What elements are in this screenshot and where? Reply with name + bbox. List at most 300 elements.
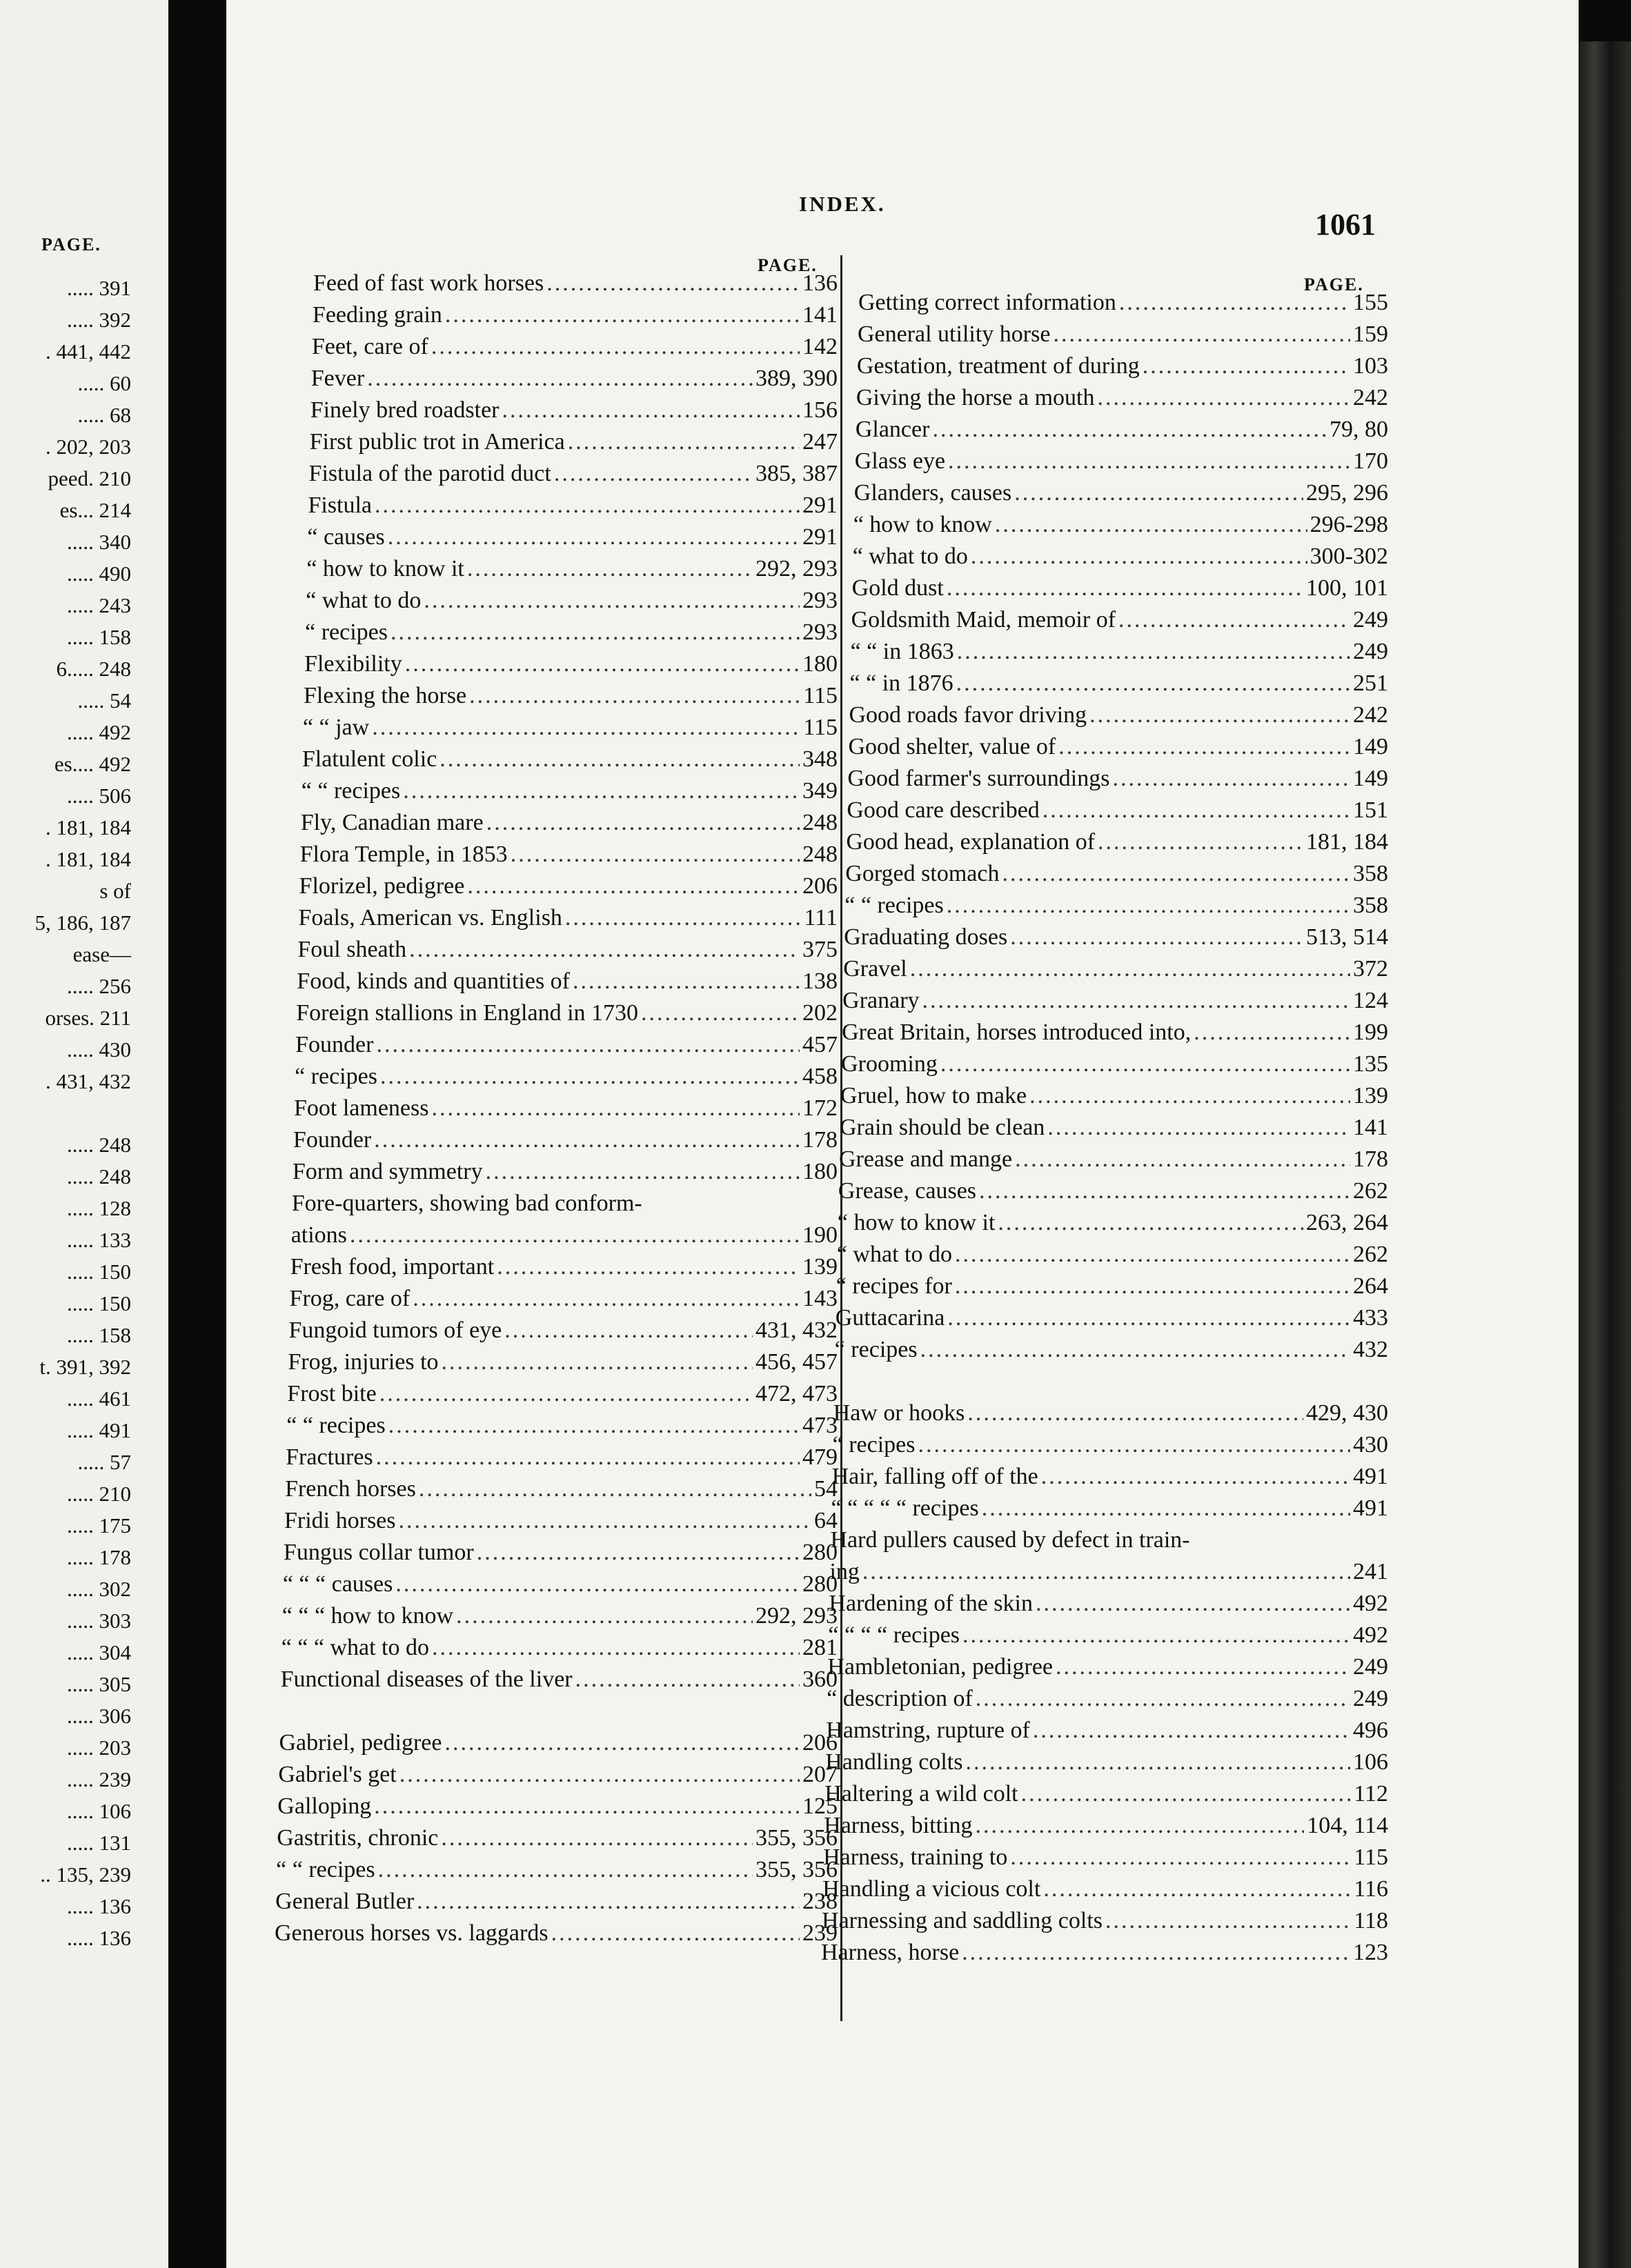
leader-dots (431, 1095, 800, 1122)
leader-dots (1105, 1908, 1351, 1934)
entry-term: Glass eye (854, 448, 946, 474)
prev-page-entry: ..... 243 (67, 593, 131, 617)
index-entry (831, 1495, 1388, 1527)
prev-page-entry: ..... 306 (67, 1704, 131, 1728)
prev-page-entry: ..... 461 (67, 1386, 131, 1411)
left-column-heading: PAGE. (758, 255, 818, 275)
entry-term: Glancer (855, 417, 930, 442)
entry-page-ref: 199 (1352, 1019, 1388, 1045)
entry-term: “ how to know (853, 512, 992, 537)
entry-term: “ “ recipes (286, 1413, 386, 1438)
entry-term: Harness, horse (821, 1940, 960, 1965)
leader-dots (1112, 766, 1350, 792)
leader-dots (399, 1762, 800, 1788)
entry-term: Frog, injuries to (288, 1349, 439, 1375)
leader-dots (932, 417, 1327, 443)
entry-term: Founder (293, 1127, 372, 1153)
leader-dots (486, 1159, 800, 1185)
index-entry (827, 1654, 1388, 1686)
leader-dots (439, 746, 800, 773)
leader-dots (1029, 1083, 1350, 1109)
index-entry (285, 1476, 838, 1508)
entry-term: Flora Temple, in 1853 (299, 842, 508, 867)
index-entry (292, 1191, 838, 1222)
entry-term: Hard pullers caused by defect in train- (830, 1527, 1190, 1553)
entry-page-ref: 249 (1352, 607, 1388, 633)
entry-page-ref: 492 (1352, 1622, 1388, 1648)
entry-page-ref: 180 (802, 651, 838, 677)
prev-page-entry: ..... 303 (67, 1609, 131, 1633)
prev-page-entry: ..... 305 (67, 1672, 131, 1696)
entry-term: Goldsmith Maid, memoir of (851, 607, 1116, 633)
previous-page-strip (0, 0, 168, 2268)
entry-term: Fistula of the parotid duct (308, 461, 551, 486)
leader-dots (1036, 1591, 1350, 1617)
index-entry (287, 1381, 838, 1413)
leader-dots (497, 1254, 800, 1280)
index-entry (297, 937, 838, 968)
prev-page-entry: ..... 54 (77, 688, 131, 713)
entry-term: Foreign stallions in England in 1730 (296, 1000, 639, 1026)
entry-page-ref: 142 (802, 334, 838, 359)
entry-page-ref: 348 (802, 746, 838, 772)
leader-dots (1014, 480, 1303, 506)
leader-dots (1118, 607, 1350, 633)
entry-page-ref: 138 (802, 968, 838, 994)
entry-page-ref: 429, 430 (1305, 1400, 1388, 1426)
leader-dots (467, 873, 800, 899)
entry-page-ref: 295, 296 (1305, 480, 1388, 506)
index-entry (850, 670, 1388, 702)
entry-page-ref: 247 (802, 429, 838, 455)
index-entry (821, 1940, 1388, 1971)
index-entry (275, 1920, 838, 1952)
entry-page-ref: 473 (802, 1413, 838, 1438)
leader-dots (367, 366, 753, 392)
index-entry (288, 1349, 838, 1381)
leader-dots (1058, 734, 1350, 760)
entry-page-ref: 207 (802, 1762, 838, 1787)
entry-term: Getting correct information (858, 290, 1116, 315)
index-entry (824, 1781, 1388, 1813)
entry-term: Foals, American vs. English (298, 905, 562, 931)
leader-dots (1033, 1718, 1350, 1744)
index-entry (293, 1127, 838, 1159)
index-entry (286, 1413, 838, 1444)
entry-page-ref: 251 (1352, 670, 1388, 696)
leader-dots (444, 1730, 800, 1756)
entry-page-ref: 202 (802, 1000, 838, 1026)
index-entry (306, 556, 838, 588)
entry-page-ref: 292, 293 (755, 1603, 838, 1629)
entry-term: Harnessing and saddling colts (822, 1908, 1103, 1933)
prev-page-entry: . 431, 432 (46, 1069, 131, 1093)
entry-term: Gruel, how to make (840, 1083, 1027, 1108)
index-entry (823, 1844, 1388, 1876)
index-entry (826, 1718, 1388, 1749)
prev-page-entry: t. 391, 392 (39, 1355, 131, 1379)
leader-dots (469, 683, 800, 709)
index-entry (835, 1337, 1388, 1369)
entry-term: Food, kinds and quantities of (297, 968, 570, 994)
entry-term: General utility horse (857, 321, 1051, 347)
leader-dots (441, 1825, 753, 1851)
index-entry (290, 1254, 838, 1286)
leader-dots (957, 639, 1350, 665)
entry-term: Granary (842, 988, 920, 1013)
book-spine-edge (1579, 41, 1631, 2268)
leader-dots (641, 1000, 800, 1026)
leader-dots (976, 1686, 1350, 1712)
prev-page-entry: ..... 430 (67, 1037, 131, 1062)
prev-page-entry: ..... 210 (67, 1482, 131, 1506)
index-entry (284, 1540, 838, 1571)
entry-page-ref: 492 (1352, 1591, 1388, 1616)
entry-page-ref: 433 (1352, 1305, 1388, 1331)
index-entry (295, 1064, 838, 1095)
prev-page-entry: . 202, 203 (46, 435, 131, 459)
index-entry (829, 1559, 1388, 1591)
leader-dots (998, 1210, 1303, 1236)
index-entry (854, 480, 1388, 512)
leader-dots (417, 1889, 800, 1915)
leader-dots (920, 1337, 1350, 1363)
entry-term: “ “ recipes (844, 893, 944, 918)
prev-page-entry: orses. 211 (45, 1006, 131, 1030)
entry-term: “ “ jaw (302, 715, 370, 740)
index-entry (284, 1508, 838, 1540)
entry-term: Finely bred roadster (310, 397, 500, 423)
entry-page-ref: 178 (1352, 1146, 1388, 1172)
leader-dots (1021, 1781, 1352, 1807)
prev-page-entry: ..... 158 (67, 1323, 131, 1347)
prev-page-entry: ..... 340 (67, 530, 131, 554)
entry-term: General Butler (275, 1889, 415, 1914)
entry-page-ref: 430 (1352, 1432, 1388, 1458)
prev-page-entry: ..... 57 (77, 1450, 131, 1474)
entry-term: Foul sheath (297, 937, 407, 962)
entry-term: Florizel, pedigree (299, 873, 465, 899)
leader-dots (405, 651, 800, 677)
leader-dots (962, 1622, 1350, 1649)
prev-page-entry: ..... 133 (67, 1228, 131, 1252)
entry-term: Feeding grain (312, 302, 442, 328)
entry-page-ref: 456, 457 (755, 1349, 838, 1375)
leader-dots (350, 1222, 800, 1249)
entry-term: Gold dust (851, 575, 944, 601)
index-entry (839, 1146, 1388, 1178)
index-entry (851, 607, 1388, 639)
entry-term: Flatulent colic (302, 746, 437, 772)
entry-page-ref: 239 (802, 1920, 838, 1946)
entry-page-ref: 112 (1354, 1781, 1388, 1807)
leader-dots (504, 1317, 753, 1344)
index-entry (827, 1686, 1388, 1718)
index-entry (291, 1222, 838, 1254)
prev-page-entry: ..... 304 (67, 1640, 131, 1664)
prev-page-entry: .. 135, 239 (40, 1862, 131, 1887)
entry-page-ref: 385, 387 (755, 461, 838, 486)
entry-term: “ “ recipes (276, 1857, 375, 1882)
entry-page-ref: 248 (802, 842, 838, 867)
entry-term: Flexing the horse (304, 683, 467, 708)
entry-page-ref: 375 (802, 937, 838, 962)
entry-page-ref: 180 (802, 1159, 838, 1184)
index-entry (304, 651, 838, 683)
leader-dots (467, 556, 753, 582)
index-entry (829, 1591, 1388, 1622)
entry-page-ref: 103 (1352, 353, 1388, 379)
entry-page-ref: 190 (802, 1222, 838, 1248)
entry-page-ref: 293 (802, 588, 838, 613)
entry-term: Galloping (277, 1793, 372, 1819)
entry-term: Gabriel, pedigree (279, 1730, 442, 1755)
entry-page-ref: 262 (1352, 1178, 1388, 1204)
entry-page-ref: 111 (804, 905, 838, 931)
entry-term: Feed of fast work horses (313, 270, 544, 296)
leader-dots (445, 302, 800, 328)
index-entry (295, 1032, 838, 1064)
leader-dots (1002, 861, 1350, 887)
prev-page-entry: ease— (72, 942, 131, 966)
entry-term: Haltering a wild colt (824, 1781, 1018, 1807)
entry-page-ref: 496 (1352, 1718, 1388, 1743)
entry-page-ref: 139 (802, 1254, 838, 1280)
leader-dots (975, 1813, 1304, 1839)
entry-page-ref: 124 (1352, 988, 1388, 1013)
index-entry (831, 1527, 1389, 1559)
entry-page-ref: 139 (1352, 1083, 1388, 1108)
prev-page-entry: peed. 210 (48, 466, 131, 490)
leader-dots (940, 1051, 1350, 1077)
entry-page-ref: 291 (802, 524, 838, 550)
leader-dots (1041, 1464, 1350, 1490)
index-entry (312, 334, 838, 366)
prev-page-entry: ..... 506 (67, 784, 131, 808)
index-entry (305, 619, 838, 651)
index-entry (277, 1793, 838, 1825)
entry-page-ref: 181, 184 (1305, 829, 1388, 855)
entry-term: “ what to do (306, 588, 422, 613)
prev-page-entry: ..... 106 (67, 1799, 131, 1823)
leader-dots (1010, 1844, 1351, 1871)
entry-page-ref: 241 (1352, 1559, 1388, 1584)
prev-page-entry: s of (99, 879, 131, 903)
prev-page-entry: ..... 178 (67, 1545, 131, 1569)
entry-page-ref: 100, 101 (1305, 575, 1388, 601)
entry-term: Fever (310, 366, 365, 391)
index-entry (298, 905, 838, 937)
leader-dots (1143, 353, 1350, 379)
entry-term: Handling a vicious colt (822, 1876, 1041, 1902)
index-entry (278, 1762, 838, 1793)
index-entry (838, 1210, 1388, 1242)
leader-dots (575, 1667, 800, 1693)
entry-page-ref: 178 (802, 1127, 838, 1153)
prev-page-entry: ..... 136 (67, 1926, 131, 1950)
entry-page-ref: 389, 390 (755, 366, 838, 391)
entry-term: “ “ “ “ recipes (828, 1622, 960, 1648)
entry-page-ref: 293 (802, 619, 838, 645)
leader-dots (568, 429, 800, 455)
leader-dots (388, 1413, 800, 1439)
leader-dots (380, 1064, 800, 1090)
leader-dots (424, 588, 800, 614)
index-entry (299, 873, 838, 905)
leader-dots (1089, 702, 1350, 728)
prev-page-entry: 6..... 248 (56, 657, 131, 681)
entry-term: “ how to know it (306, 556, 464, 581)
index-entry (824, 1813, 1388, 1844)
index-entry (307, 524, 838, 556)
entry-term: “ “ “ causes (282, 1571, 393, 1597)
entry-term: Hamstring, rupture of (826, 1718, 1030, 1743)
leader-dots (1119, 290, 1350, 316)
entry-page-ref: 300-302 (1309, 544, 1388, 569)
entry-page-ref: 432 (1352, 1337, 1388, 1362)
index-entry (300, 842, 838, 873)
leader-dots (965, 1749, 1350, 1775)
entry-term: Fistula (308, 493, 373, 518)
index-entry (308, 493, 838, 524)
entry-page-ref: 355, 356 (755, 1857, 838, 1882)
entry-term: “ “ “ “ “ recipes (831, 1495, 979, 1521)
entry-page-ref: 64 (814, 1508, 838, 1533)
entry-term: “ recipes (832, 1432, 916, 1458)
index-entry (303, 715, 838, 746)
entry-term: Fungus collar tumor (283, 1540, 474, 1565)
leader-dots (374, 1127, 800, 1153)
entry-page-ref: 54 (813, 1476, 838, 1502)
leader-dots (1053, 321, 1350, 348)
leader-dots (1015, 1146, 1350, 1173)
entry-term: First public trot in America (309, 429, 565, 455)
leader-dots (1098, 385, 1350, 411)
index-entry (840, 1115, 1388, 1146)
entry-page-ref: 170 (1352, 448, 1388, 474)
prev-page-entry: ..... 492 (67, 720, 131, 744)
index-entry (833, 1400, 1388, 1432)
entry-page-ref: 249 (1352, 1686, 1388, 1711)
prev-page-entry: . 181, 184 (46, 815, 131, 839)
index-entry (847, 797, 1388, 829)
index-entry (279, 1730, 838, 1762)
index-entry (836, 1273, 1388, 1305)
leader-dots (403, 778, 800, 804)
leader-dots (967, 1400, 1303, 1426)
entry-term: ations (290, 1222, 347, 1248)
leader-dots (947, 1305, 1350, 1331)
entry-term: Good shelter, value of (848, 734, 1056, 759)
entry-term: Fly, Canadian mare (300, 810, 484, 835)
entry-page-ref: 141 (1353, 1115, 1388, 1140)
index-entry (855, 448, 1388, 480)
entry-term: Graduating doses (844, 924, 1008, 950)
entry-page-ref: 125 (802, 1793, 838, 1819)
entry-page-ref: 458 (802, 1064, 838, 1089)
prev-page-entry: ..... 490 (67, 561, 131, 586)
leader-dots (918, 1432, 1350, 1458)
entry-term: French horses (285, 1476, 416, 1502)
leader-dots (374, 1793, 800, 1820)
page-title: INDEX. (799, 192, 886, 216)
index-entry (313, 270, 838, 302)
index-entry (837, 1242, 1388, 1273)
entry-term: Haw or hooks (833, 1400, 965, 1426)
entry-page-ref: 358 (1352, 861, 1388, 886)
index-entry (302, 778, 838, 810)
leader-dots (910, 956, 1350, 982)
leader-dots (546, 270, 800, 297)
index-entry (842, 988, 1388, 1019)
entry-page-ref: 123 (1353, 1940, 1388, 1965)
entry-term: “ causes (307, 524, 385, 550)
index-entry (856, 385, 1388, 417)
leader-dots (982, 1495, 1350, 1522)
entry-term: Good farmer's surroundings (847, 766, 1110, 791)
leader-dots (378, 1857, 753, 1883)
prev-page-entry: ..... 239 (67, 1767, 131, 1791)
prev-page-entry: ..... 491 (67, 1418, 131, 1442)
leader-dots (372, 715, 800, 741)
index-entry (858, 290, 1388, 321)
entry-page-ref: 242 (1352, 385, 1388, 410)
entry-page-ref: 372 (1352, 956, 1388, 982)
entry-page-ref: 358 (1352, 893, 1388, 918)
leader-dots (573, 968, 800, 995)
index-entry (844, 924, 1388, 956)
entry-term: Good roads favor driving (849, 702, 1087, 728)
index-entry (847, 766, 1388, 797)
entry-page-ref: 141 (802, 302, 838, 328)
prev-page-entry: ..... 256 (67, 974, 131, 998)
index-entry (306, 588, 838, 619)
leader-dots (1042, 797, 1350, 824)
prev-page-entry: ..... 150 (67, 1291, 131, 1315)
entry-page-ref: 491 (1352, 1495, 1388, 1521)
entry-term: Grease, causes (838, 1178, 977, 1204)
leader-dots (477, 1540, 800, 1566)
leader-dots (862, 1559, 1350, 1585)
entry-term: “ “ recipes (301, 778, 401, 804)
entry-page-ref: 280 (802, 1540, 838, 1565)
entry-term: Foot lameness (294, 1095, 429, 1121)
entry-term: “ what to do (836, 1242, 952, 1267)
leader-dots (399, 1508, 812, 1534)
leader-dots (395, 1571, 800, 1598)
leader-dots (375, 493, 800, 519)
entry-page-ref: 249 (1352, 639, 1388, 664)
prev-page-entry: 5, 186, 187 (34, 911, 131, 935)
entry-page-ref: 513, 514 (1305, 924, 1388, 950)
leader-dots (995, 512, 1307, 538)
entry-page-ref: 291 (802, 493, 838, 518)
leader-dots (442, 1349, 753, 1375)
index-entry (828, 1622, 1388, 1654)
index-entry (858, 321, 1388, 353)
prev-page-entry: . 441, 442 (46, 339, 131, 364)
entry-term: Grain should be clean (840, 1115, 1045, 1140)
leader-dots (1047, 1115, 1350, 1141)
entry-term: Fore-quarters, showing bad conform- (291, 1191, 642, 1216)
index-entry (281, 1667, 838, 1698)
entry-term: Form and symmetry (292, 1159, 483, 1184)
entry-term: Fractures (286, 1444, 373, 1470)
index-entry (846, 829, 1388, 861)
entry-term: “ recipes (834, 1337, 918, 1362)
index-entry (843, 956, 1388, 988)
index-entry (840, 1083, 1388, 1115)
